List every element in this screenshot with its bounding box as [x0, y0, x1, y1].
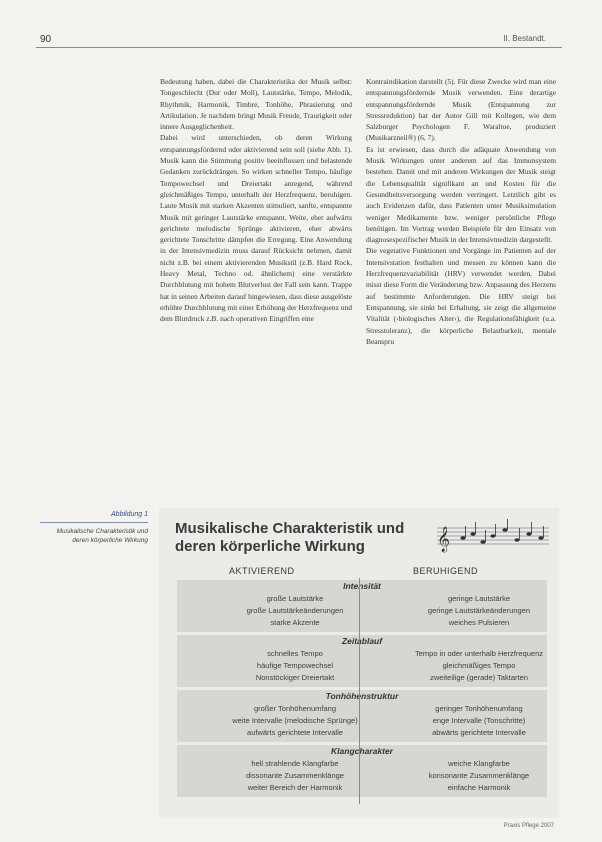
- paragraph: Dabei wird unterschieden, ob deren Wirkung entspannungsfördernd oder aktivierend sein soll (siehe Abb. 1). Musik kann die Stimmung positiv beeinflussen und belastende Gedanken zurückdrängen. So wirken schneller Tempo, häufige Tempowechsel und Dreiertakt anregend, während gleichmäßiges Tempo, unterhalb der Herzfrequenz, beruhigen. Laute Musik mit starken Akzenten stimuliert, sanfte, entspannte Musik mit geringer Lautstärke entspannt. Weite, eher aufwärts gerichtete melodische Sprünge aktivieren, eher abwärts gerichtete Tonschritte dämpfen die Erregung. Eine Anwendung in der Intensivmedizin muss darauf Rücksicht nehmen, damit nicht z.B. bei einem aktivierenden Musikstil (z.B. Hard Rock, Heavy Metal, Techno od. ähnlichem) eine verstärkte Durchblutung mit hohem Blutverlust der Fall sein kann. Trappe hat in seinen Arbeiten darauf hingewiesen, dass diese ausgelöste erhöhte Durchblutung mit einer Erhöhung der Herzfrequenz und dem Blutdruck z.B. nach operativen Eingriffen eine: [160, 133, 352, 324]
- calming-item: konsonante Zusammenklänge: [428, 771, 530, 780]
- calming-item: Tempo in oder unterhalb Herzfrequenz: [415, 649, 543, 658]
- activating-item: Nonstöckiger Dreiertakt: [255, 673, 335, 682]
- figure-title-line1: Musikalische Charakteristik und: [175, 520, 405, 537]
- paragraph: Es ist erwiesen, dass durch die adäquate Anwendung von Musik Wirkungen unter anderem auf das Immunsystem bestehen. Damit und mit anderen Wirkungen der Musik steigt die Lebensqualität signifikant an und Kosten für die Gesundheitsversorgung werden verringert. Letztlich gibt es auch Evidenzen dafür, dass Patienten unter Musiksimulation weniger Medikamente bzw. weniger persönliche Pflege benötigen. Im Vortrag werden Beispiele für den Einsatz von diagnosespezifischer Musik in der Intensivmedizin dargestellt.: [366, 144, 556, 245]
- figure-title: [175, 520, 425, 556]
- calming-item: geringe Lautstärke: [447, 594, 511, 603]
- activating-item: weite Intervalle (melodische Sprünge): [232, 716, 358, 725]
- calming-item: abwärts gerichtete Intervalle: [432, 728, 526, 737]
- page-number: 90: [40, 34, 52, 45]
- activating-item: aufwärts gerichtete Intervalle: [247, 728, 343, 737]
- category-title: Klangcharakter: [331, 746, 393, 756]
- calming-item: einfache Harmonik: [447, 783, 511, 792]
- paragraph: Die vegetative Funktionen und Vorgänge im Patienten auf der Intensivstation festhalten und messen zu können kann die Herzfrequenzvariabilität (HRV) verwendet werden. Dabei misst diese Form die Veränderung bzw. Anpassung des Herzens auf bestimmte Anforderungen. Die HRV steigt bei Entspannung, sie sinkt bei Erhaltung, sie zeigt die allgemeine Vitalität (›biologisches Alter‹), die Regulationsfähigkeit (u.a. Stresstoleranz), die körperliche Belastbarkeit, mentale Beanspru: [366, 246, 556, 346]
- figure-title-line2: deren körperliche Wirkung: [175, 538, 365, 555]
- column-heading-activating: AKTIVIEREND: [229, 566, 295, 576]
- activating-item: schnelles Tempo: [267, 649, 323, 658]
- category-band: [177, 745, 547, 797]
- category-title: Intensität: [343, 581, 381, 591]
- category-title: Zeitablauf: [341, 636, 383, 646]
- column-heading-calming: BERUHIGEND: [413, 566, 479, 576]
- figure-caption: [40, 510, 148, 545]
- music-notation-icon: [433, 516, 551, 556]
- svg-text:𝄞: 𝄞: [437, 527, 451, 552]
- column-divider: [359, 578, 360, 804]
- body-column-right: [366, 76, 556, 347]
- activating-item: starke Akzente: [270, 618, 320, 627]
- category-title: Tonhöhenstruktur: [325, 691, 399, 701]
- activating-item: weiter Bereich der Harmonik: [247, 783, 343, 792]
- page-footer: Praxis Pflege 2007: [503, 823, 554, 829]
- activating-item: große Lautstärke: [266, 594, 324, 603]
- calming-item: weiche Klangfarbe: [448, 759, 510, 768]
- caption-divider: [40, 522, 148, 523]
- paragraph: Bedeutung haben, dabei die Charakteristika der Musik selbst: Tongeschlecht (Dur oder Moll), Lautstärke, Tempo, Melodik, Rhythmik, Harmonik, Timbre, Tonhöhe, Phrasierung und Artikulation. Je nachdem bringt Musik Freude, Traurigkeit oder innere Ausgeglichenheit.: [160, 77, 352, 132]
- header-divider: [36, 47, 562, 48]
- body-column-left: [160, 76, 352, 325]
- activating-item: dissonante Zusammenklänge: [246, 771, 344, 780]
- category-band: [177, 580, 547, 632]
- figure-music-characteristics: [159, 508, 559, 818]
- calming-item: zweiteilige (gerade) Taktarten: [430, 673, 528, 682]
- activating-item: große Lautstärkeänderungen: [246, 606, 344, 615]
- paragraph: Kontraindikation darstellt (5). Für diese Zwecke wird man eine entspannungsfördernde Musik verwenden. Eine derartige entspannungsfördernde Musik (Entspannung zur Stressreduktion) hat der Autor Gill mit Kollegen, wie dem Salzburger Psychologen F. Waraltoe, produziert (Musikarzneil®) (6, 7).: [366, 77, 556, 143]
- caption-label: Abbildung 1: [111, 511, 148, 518]
- calming-item: geringer Tonhöhenumfang: [435, 704, 523, 713]
- calming-item: enge Intervalle (Tonschritte): [432, 716, 526, 725]
- category-band: [177, 690, 547, 742]
- calming-item: gleichmäßiges Tempo: [442, 661, 516, 670]
- activating-item: hell strahlende Klangfarbe: [251, 759, 339, 768]
- category-band: [177, 635, 547, 687]
- activating-item: häufige Tempowechsel: [256, 661, 334, 670]
- running-header: II. Bestandt.: [503, 34, 546, 43]
- activating-item: großer Tonhöhenumfang: [253, 704, 336, 713]
- caption-text: Musikalische Charakteristik und deren körperliche Wirkung: [56, 528, 148, 544]
- calming-item: weiches Pulsieren: [448, 618, 510, 627]
- calming-item: geringe Lautstärkeänderungen: [427, 606, 531, 615]
